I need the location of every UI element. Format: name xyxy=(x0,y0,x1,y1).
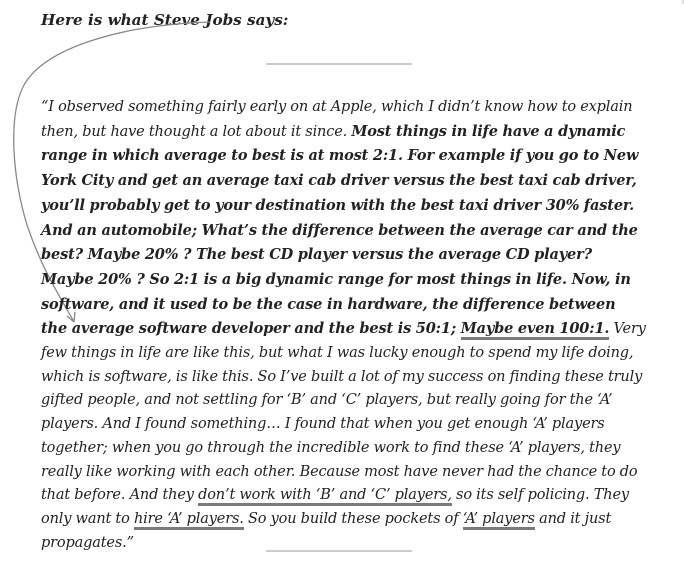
quote-paragraph xyxy=(41,96,646,555)
quote-bold-passage: Most things in life have a dynamic range in which average to best is at most 2:1. For example if you go to New York City and get an average taxi cab driver versus the best taxi cab driver, you’ll probably get to your destination with the best taxi driver 30% faster. And an automobile; What’s the difference between the average car and the best? Maybe 20% ? The best CD player versus the average CD player? Maybe 20% ? So 2:1 is a big dynamic range for most things in life. Now, in software, and it used to be the case in hardware, the difference between the average software developer and the best is 50:1; xyxy=(41,122,639,338)
highlight-a-players[interactable]: ‘A’ players xyxy=(463,511,535,530)
quote-self-policing: so its self policing. They only want to xyxy=(41,487,629,527)
heading: Here is what Steve Jobs says: xyxy=(41,11,289,29)
quote-ending: and it just propagates.” xyxy=(41,510,612,551)
quote-intro: “I observed something fairly early on at Apple, which I didn’t know how to explain then, but have thought a lot about it since. xyxy=(41,99,633,140)
quote-body: Very few things in life are like this, but what I was lucky enough to spend my life doing, which is software, is like this. So I’ve built a lot of my success on finding these truly gifted people, and not settling for ‘B’ and ‘C’ players, but really going for the ‘A’ players. And I found something… I found that when you get enough ‘A’ players together; when you go through the incredible work to find these ‘A’ players, they really like working with each other. Because most have never had the chance to do that before. And they xyxy=(41,321,646,504)
highlight-dont-work-with[interactable]: don’t work with ‘B’ and ‘C’ players, xyxy=(198,487,452,506)
divider-top xyxy=(266,63,412,65)
highlight-hire-a-players[interactable]: hire ‘A’ players. xyxy=(134,511,244,530)
divider-bottom xyxy=(266,550,412,552)
quote-pockets: So you build these pockets of xyxy=(243,510,463,527)
highlight-maybe-even[interactable]: Maybe even 100:1. xyxy=(461,320,610,340)
